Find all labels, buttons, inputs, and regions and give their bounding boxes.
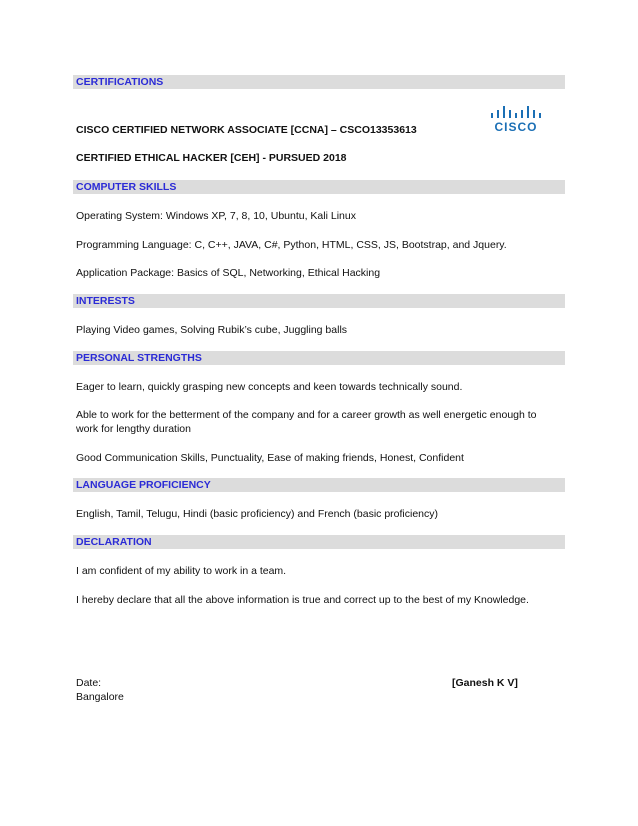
section-title: DECLARATION bbox=[76, 536, 152, 548]
declaration-line-2: I hereby declare that all the above information is true and correct up to the best of my Knowledge. bbox=[76, 594, 529, 606]
section-header-declaration bbox=[73, 535, 565, 549]
section-header-computer-skills bbox=[73, 180, 565, 194]
declaration-line-1: I am confident of my ability to work in a team. bbox=[76, 565, 287, 577]
section-title: INTERESTS bbox=[76, 295, 135, 307]
date-label: Date: bbox=[76, 677, 102, 689]
section-title: LANGUAGE PROFICIENCY bbox=[76, 479, 211, 491]
section-title: CERTIFICATIONS bbox=[76, 76, 164, 88]
place-text: Bangalore bbox=[76, 691, 124, 703]
interests-text: Playing Video games, Solving Rubik’s cube, Juggling balls bbox=[76, 324, 348, 336]
section-header-certifications bbox=[73, 75, 565, 89]
cisco-bars-icon bbox=[488, 106, 544, 120]
certification-ceh: CERTIFIED ETHICAL HACKER [CEH] - PURSUED 2018 bbox=[76, 152, 347, 164]
section-title: PERSONAL STRENGTHS bbox=[76, 352, 202, 364]
section-header-language-proficiency bbox=[73, 478, 565, 492]
certification-ccna: CISCO CERTIFIED NETWORK ASSOCIATE [CCNA] – CSCO13353613 bbox=[76, 124, 417, 136]
section-title: COMPUTER SKILLS bbox=[76, 181, 177, 193]
skill-operating-system: Operating System: Windows XP, 7, 8, 10, Ubuntu, Kali Linux bbox=[76, 210, 356, 222]
signature-name: [Ganesh K V] bbox=[452, 677, 518, 689]
strength-3: Good Communication Skills, Punctuality, Ease of making friends, Honest, Confident bbox=[76, 452, 464, 464]
skill-application-package: Application Package: Basics of SQL, Networking, Ethical Hacking bbox=[76, 267, 381, 279]
skill-programming-language: Programming Language: C, C++, JAVA, C#, Python, HTML, CSS, JS, Bootstrap, and Jquery. bbox=[76, 239, 507, 251]
cisco-logo-word: CISCO bbox=[494, 120, 538, 134]
cisco-logo bbox=[488, 106, 544, 134]
section-header-personal-strengths bbox=[73, 351, 565, 365]
section-header-interests bbox=[73, 294, 565, 308]
strength-1: Eager to learn, quickly grasping new concepts and keen towards technically sound. bbox=[76, 381, 463, 393]
languages-text: English, Tamil, Telugu, Hindi (basic proficiency) and French (basic proficiency) bbox=[76, 508, 439, 520]
strength-2: Able to work for the betterment of the company and for a career growth as well energetic enough to work for lengthy duration bbox=[76, 409, 537, 435]
